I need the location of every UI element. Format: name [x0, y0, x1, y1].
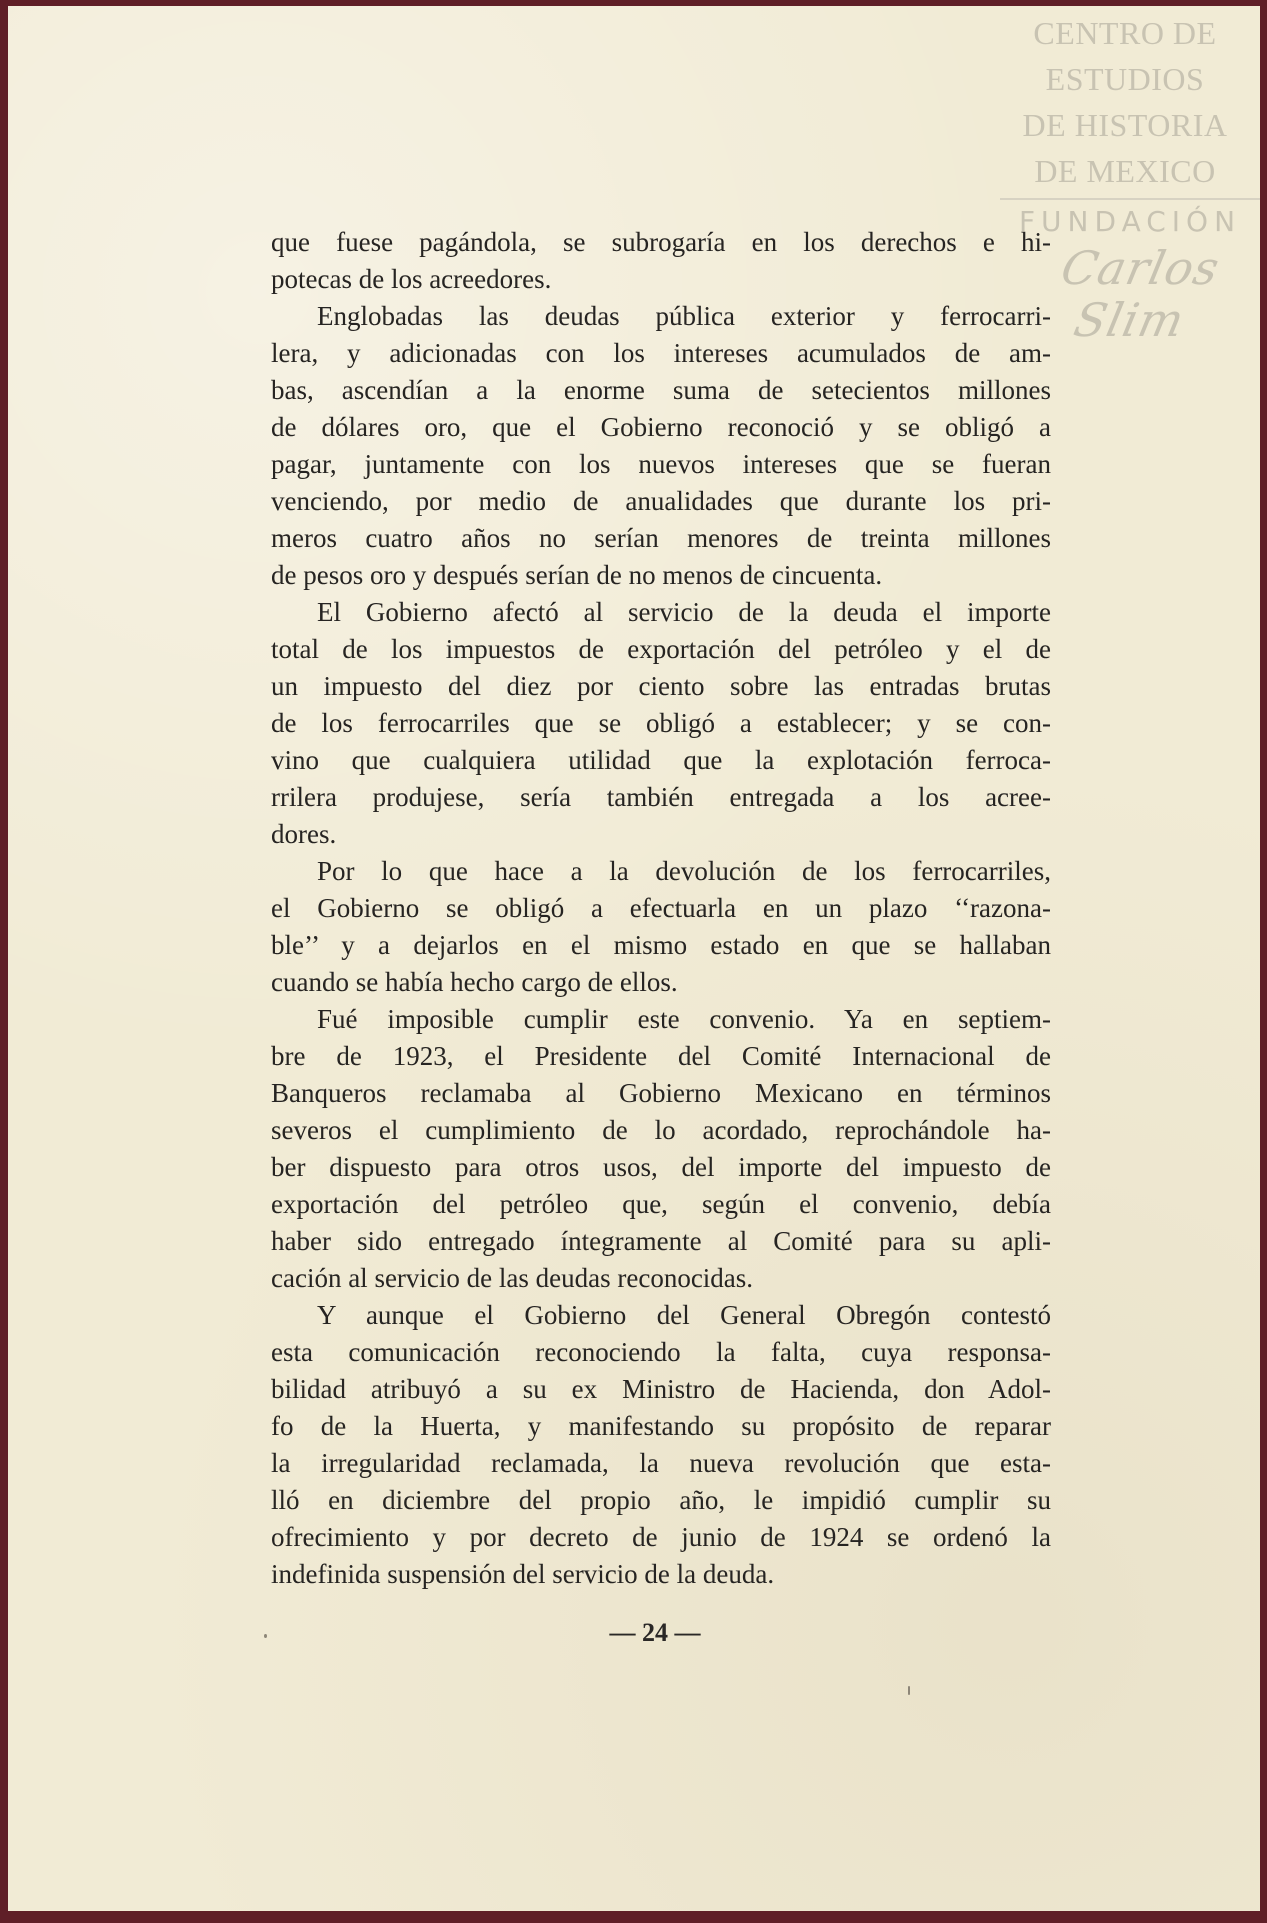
body-text — [271, 224, 1051, 1593]
text-line: bas, ascendían a la enorme suma de setecientos millones — [271, 375, 1051, 405]
text-line: total de los impuestos de exportación del petróleo y el de — [271, 634, 1051, 664]
text-line: ber dispuesto para otros usos, del importe del impuesto de — [271, 1152, 1051, 1182]
watermark-line-1: CENTRO DE — [1033, 15, 1217, 51]
watermark-signature: Carlos Slim — [1056, 241, 1225, 347]
text-line: exportación del petróleo que, según el convenio, debía — [271, 1189, 1051, 1219]
watermark-line-2: ESTUDIOS — [1045, 61, 1205, 97]
text-line: venciendo, por medio de anualidades que durante los pri- — [271, 486, 1051, 516]
text-line: fo de la Huerta, y manifestando su propósito de reparar — [271, 1411, 1051, 1441]
text-line: cación al servicio de las deudas reconocidas. — [271, 1263, 754, 1293]
page-number: — 24 — — [609, 1618, 701, 1647]
text-line: el Gobierno se obligó a efectuarla en un plazo ‘‘razona- — [271, 893, 1051, 923]
text-line: que fuese pagándola, se subrogaría en los derechos e hi- — [271, 227, 1051, 257]
text-line: ble’’ y a dejarlos en el mismo estado en que se hallaban — [271, 930, 1051, 960]
text-line: meros cuatro años no serían menores de treinta millones — [271, 523, 1051, 553]
text-line: Y aunque el Gobierno del General Obregón contestó — [317, 1300, 1051, 1330]
text-line: bre de 1923, el Presidente del Comité Internacional de — [271, 1041, 1051, 1071]
text-line: Englobadas las deudas pública exterior y ferrocarri- — [317, 301, 1051, 331]
text-line: Fué imposible cumplir este convenio. Ya en septiem- — [317, 1004, 1051, 1034]
text-line: bilidad atribuyó a su ex Ministro de Hacienda, don Adol- — [271, 1374, 1051, 1404]
text-line: de los ferrocarriles que se obligó a establecer; y se con- — [271, 708, 1051, 738]
text-line: ofrecimiento y por decreto de junio de 1924 se ordenó la — [271, 1522, 1051, 1552]
text-line: lera, y adicionadas con los intereses acumulados de am- — [271, 338, 1051, 368]
text-line: dores. — [271, 819, 337, 849]
text-line: rrilera produjese, sería también entregada a los acree- — [271, 782, 1051, 812]
text-line: potecas de los acreedores. — [271, 264, 552, 294]
text-line: El Gobierno afectó al servicio de la deuda el importe — [317, 597, 1051, 627]
text-line: un impuesto del diez por ciento sobre las entradas brutas — [271, 671, 1051, 701]
text-line: haber sido entregado íntegramente al Comité para su apli- — [271, 1226, 1051, 1256]
watermark-fundacion: FUNDACIÓN — [1018, 205, 1242, 238]
text-line: esta comunicación reconociendo la falta, cuya responsa- — [271, 1337, 1051, 1367]
watermark-line-4: DE MEXICO — [1034, 153, 1216, 189]
text-line: lló en diciembre del propio año, le impidió cumplir su — [271, 1485, 1051, 1515]
watermark-divider — [1000, 198, 1260, 200]
text-line: de pesos oro y después serían de no menos de cincuenta. — [271, 560, 883, 590]
text-line: indefinida suspensión del servicio de la deuda. — [271, 1559, 775, 1589]
text-line: severos el cumplimiento de lo acordado, reprochándole ha- — [271, 1115, 1051, 1145]
text-line: Banqueros reclamaba al Gobierno Mexicano en términos — [271, 1078, 1051, 1108]
paper-speck — [908, 1686, 910, 1695]
paper-speck — [264, 1634, 267, 1638]
text-line: vino que cualquiera utilidad que la explotación ferroca- — [271, 745, 1051, 775]
text-line: pagar, juntamente con los nuevos intereses que se fueran — [271, 449, 1051, 479]
document-page — [8, 6, 1260, 1911]
watermark-line-3: DE HISTORIA — [1022, 107, 1228, 143]
text-line: Por lo que hace a la devolución de los ferrocarriles, — [317, 856, 1051, 886]
text-line: cuando se había hecho cargo de ellos. — [271, 967, 678, 997]
text-line: la irregularidad reclamada, la nueva revolución que esta- — [271, 1448, 1051, 1478]
text-line: de dólares oro, que el Gobierno reconoció y se obligó a — [271, 412, 1051, 442]
